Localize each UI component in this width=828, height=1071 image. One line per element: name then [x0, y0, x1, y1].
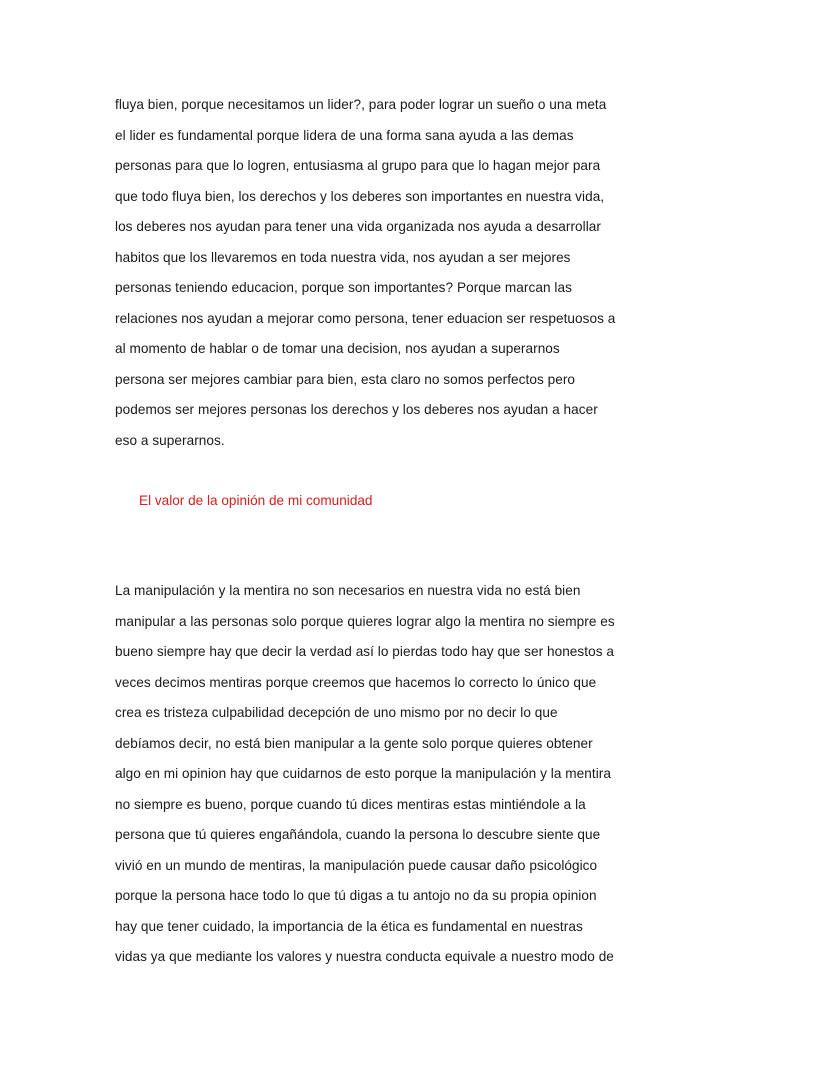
text-line: los deberes nos ayudan para tener una vida organizada nos ayuda a desarrollar: [115, 219, 601, 234]
text-line: al momento de hablar o de tomar una decision, nos ayudan a superarnos: [115, 341, 560, 356]
text-line: bueno siempre hay que decir la verdad así lo pierdas todo hay que ser honestos a: [115, 644, 614, 659]
paragraph-1: [115, 90, 635, 456]
text-line: hay que tener cuidado, la importancia de la ética es fundamental en nuestras: [115, 918, 583, 934]
text-line: persona que tú quieres engañándola, cuando la persona lo descubre siente que: [115, 827, 601, 842]
text-line: veces decimos mentiras porque creemos que hacemos lo correcto lo único que: [115, 674, 597, 690]
text-line: fluya bien, porque necesitamos un lider?, para poder lograr un sueño o una meta: [115, 97, 607, 112]
text-line: vidas ya que mediante los valores y nuestra conducta equivale a nuestro modo de: [115, 949, 614, 964]
text-line: vivió en un mundo de mentiras, la manipulación puede causar daño psicológico: [115, 857, 598, 873]
text-line: manipular a las personas solo porque quieres lograr algo la mentira no siempre es: [115, 613, 615, 629]
text-line: no siempre es bueno, porque cuando tú dices mentiras estas mintiéndole a la: [115, 796, 586, 812]
text-line: debíamos decir, no está bien manipular a la gente solo porque quieres obtener: [115, 735, 593, 751]
text-line: relaciones nos ayudan a mejorar como persona, tener eduacion ser respetuosos a: [115, 310, 616, 326]
text-line: eso a superarnos.: [115, 432, 225, 448]
text-line: el lider es fundamental porque lidera de una forma sana ayuda a las demas: [115, 127, 574, 143]
paragraph-2: [115, 576, 635, 973]
text-line: algo en mi opinion hay que cuidarnos de esto porque la manipulación y la mentira: [115, 766, 611, 781]
text-line: que todo fluya bien, los derechos y los deberes son importantes en nuestra vida,: [115, 188, 605, 204]
text-line: personas teniendo educacion, porque son importantes? Porque marcan las: [115, 280, 572, 295]
text-line: persona ser mejores cambiar para bien, esta claro no somos perfectos pero: [115, 371, 576, 387]
text-line: La manipulación y la mentira no son necesarios en nuestra vida no está bien: [115, 583, 581, 598]
section-heading: El valor de la opinión de mi comunidad: [139, 493, 373, 508]
text-line: habitos que los llevaremos en toda nuestra vida, nos ayudan a ser mejores: [115, 249, 571, 265]
text-line: podemos ser mejores personas los derechos y los deberes nos ayudan a hacer: [115, 402, 598, 417]
text-line: crea es tristeza culpabilidad decepción de uno mismo por no decir lo que: [115, 705, 558, 720]
text-line: porque la persona hace todo lo que tú digas a tu antojo no da su propia opinion: [115, 888, 597, 903]
text-line: personas para que lo logren, entusiasma al grupo para que lo hagan mejor para: [115, 158, 601, 173]
